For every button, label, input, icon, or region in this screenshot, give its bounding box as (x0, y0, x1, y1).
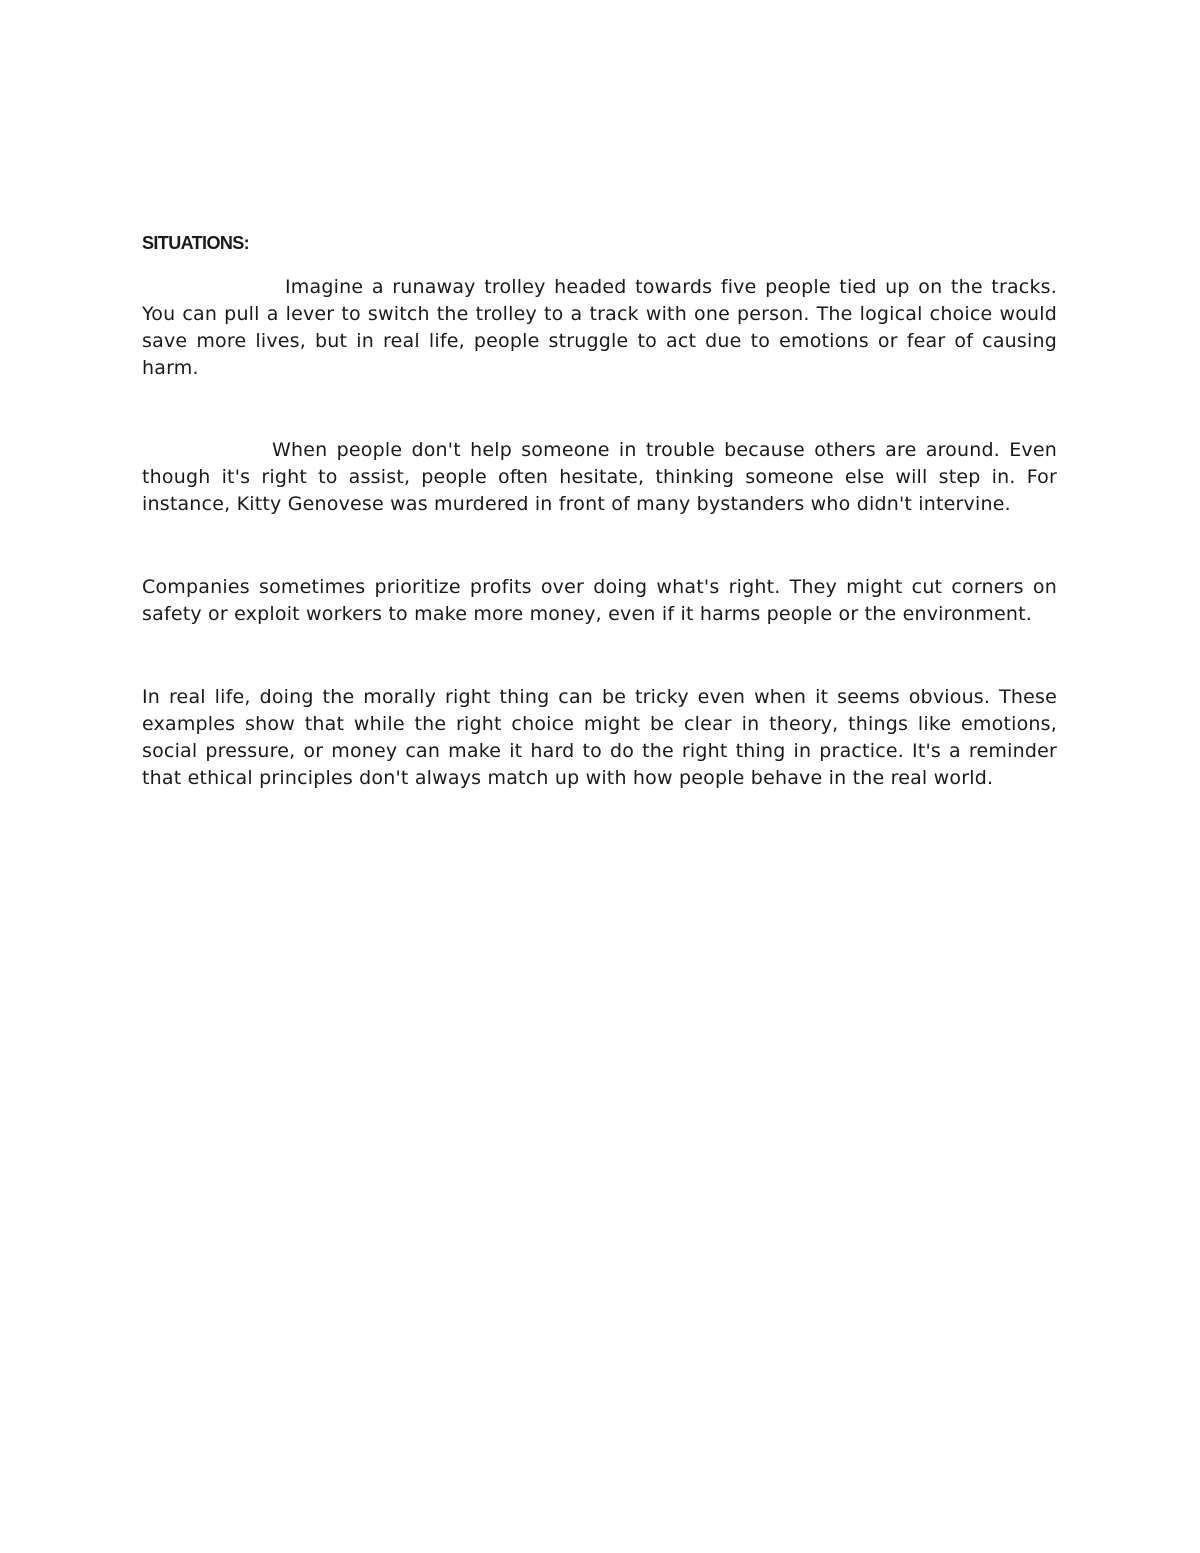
paragraph-conclusion: In real life, doing the morally right thing can be tricky even when it seems obvious. These examples show that while the right choice might be clear in theory, things like emotions, social pressure, or money can make it hard to do the right thing in practice. It's a reminder that ethical principles don't always match up with how people behave in the real world. (142, 686, 1057, 789)
document-body (142, 228, 1057, 792)
paragraph-trolley-problem: Imagine a runaway trolley headed towards five people tied up on the tracks. You can pull a lever to switch the trolley to a track with one person. The logical choice would save more lives, but in real life, people struggle to act due to emotions or fear of causing harm. (142, 276, 1057, 379)
section-heading: SITUATIONS: (142, 233, 250, 253)
paragraph-bystander-effect: When people don't help someone in trouble because others are around. Even though it's right to assist, people often hesitate, thinking someone else will step in. For instance, Kitty Genovese was murdered in front of many bystanders who didn't intervine. (142, 439, 1057, 515)
paragraph-corporate-ethics: Companies sometimes prioritize profits over doing what's right. They might cut corners on safety or exploit workers to make more money, even if it harms people or the environment. (142, 576, 1057, 625)
